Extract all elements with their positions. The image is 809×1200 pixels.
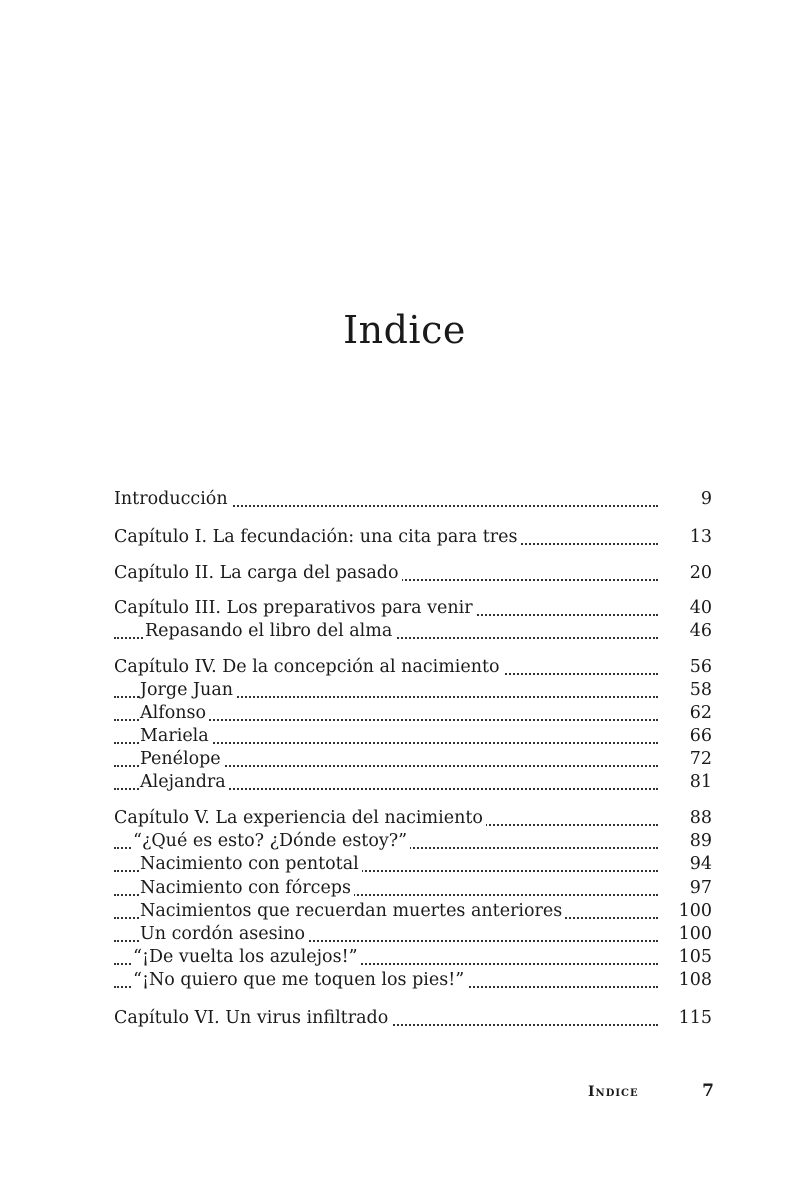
toc-entry: [0, 561, 809, 585]
toc-subentry: [0, 701, 809, 725]
toc-subentry-page: 58: [689, 680, 712, 700]
toc-subentry: [0, 747, 809, 771]
toc-subentry: [0, 922, 809, 946]
toc-subentry: [0, 770, 809, 794]
toc-subentry-page: 100: [678, 924, 712, 944]
toc-entry-label: Capítulo V. La experiencia del nacimiento: [114, 806, 486, 830]
toc-subentry-page: 105: [678, 947, 712, 967]
toc-entry-page: 13: [689, 527, 712, 547]
toc-subentry: [0, 876, 809, 900]
toc-entry: [0, 806, 809, 830]
toc-entry-label: Capítulo I. La fecundación: una cita para tres: [114, 525, 520, 549]
toc-subentry-label: Mariela: [140, 724, 212, 748]
toc-subentry-label: “¡No quiero que me toquen los pies!”: [133, 968, 467, 992]
toc-subentry: [0, 619, 809, 643]
toc-subentry-label: Repasando el libro del alma: [145, 619, 395, 643]
toc-subentry-page: 108: [678, 970, 712, 990]
toc-subentry: [0, 852, 809, 876]
toc-subentry-label: “¿Qué es esto? ¿Dónde estoy?”: [133, 829, 410, 853]
toc-subentry-label: Alfonso: [140, 701, 209, 725]
toc-subentry-label: Nacimientos que recuerdan muertes anteriores: [140, 899, 565, 923]
toc-subentry-page: 94: [689, 854, 712, 874]
toc-subentry-label: Jorge Juan: [140, 678, 236, 702]
toc-entry: [0, 655, 809, 679]
toc-entry-label: Capítulo II. La carga del pasado: [114, 561, 402, 585]
toc-entry-label: Capítulo VI. Un virus infiltrado: [114, 1006, 391, 1030]
toc-subentry: [0, 678, 809, 702]
toc-subentry-label: Nacimiento con pentotal: [140, 852, 362, 876]
toc-subentry-page: 81: [689, 772, 712, 792]
toc-subentry-label: Un cordón asesino: [140, 922, 308, 946]
toc-subentry: [0, 945, 809, 969]
toc-subentry-page: 89: [689, 831, 712, 851]
toc-entry-page: 40: [689, 598, 712, 618]
toc-subentry-label: Penélope: [140, 747, 224, 771]
toc-subentry: [0, 899, 809, 923]
toc-subentry-page: 100: [678, 901, 712, 921]
page-title: Indice: [343, 308, 466, 352]
toc-entry: [0, 596, 809, 620]
toc-entry: [0, 487, 809, 511]
toc-subentry-label: Nacimiento con fórceps: [140, 876, 354, 900]
toc-subentry-label: “¡De vuelta los azulejos!”: [133, 945, 361, 969]
toc-entry-page: 9: [700, 489, 712, 509]
toc-subentry-page: 62: [689, 703, 712, 723]
toc-entry-page: 88: [689, 808, 712, 828]
toc-subentry-page: 72: [689, 749, 712, 769]
toc-entry: [0, 525, 809, 549]
toc-subentry-label: Alejandra: [140, 770, 229, 794]
toc-subentry: [0, 724, 809, 748]
running-footer-title: Indice: [588, 1084, 639, 1100]
toc-entry-page: 20: [689, 563, 712, 583]
toc-subentry-page: 97: [689, 878, 712, 898]
toc-entry-label: Capítulo III. Los preparativos para venir: [114, 596, 476, 620]
toc-subentry: [0, 968, 809, 992]
toc-entry-page: 115: [678, 1008, 712, 1028]
toc-subentry: [0, 829, 809, 853]
toc-entry-label: Capítulo IV. De la concepción al nacimiento: [114, 655, 503, 679]
toc-subentry-page: 66: [689, 726, 712, 746]
toc-entry-label: Introducción: [114, 487, 231, 511]
toc-subentry-page: 46: [689, 621, 712, 641]
toc-entry: [0, 1006, 809, 1030]
toc-entry-page: 56: [689, 657, 712, 677]
page-number: 7: [702, 1081, 714, 1101]
